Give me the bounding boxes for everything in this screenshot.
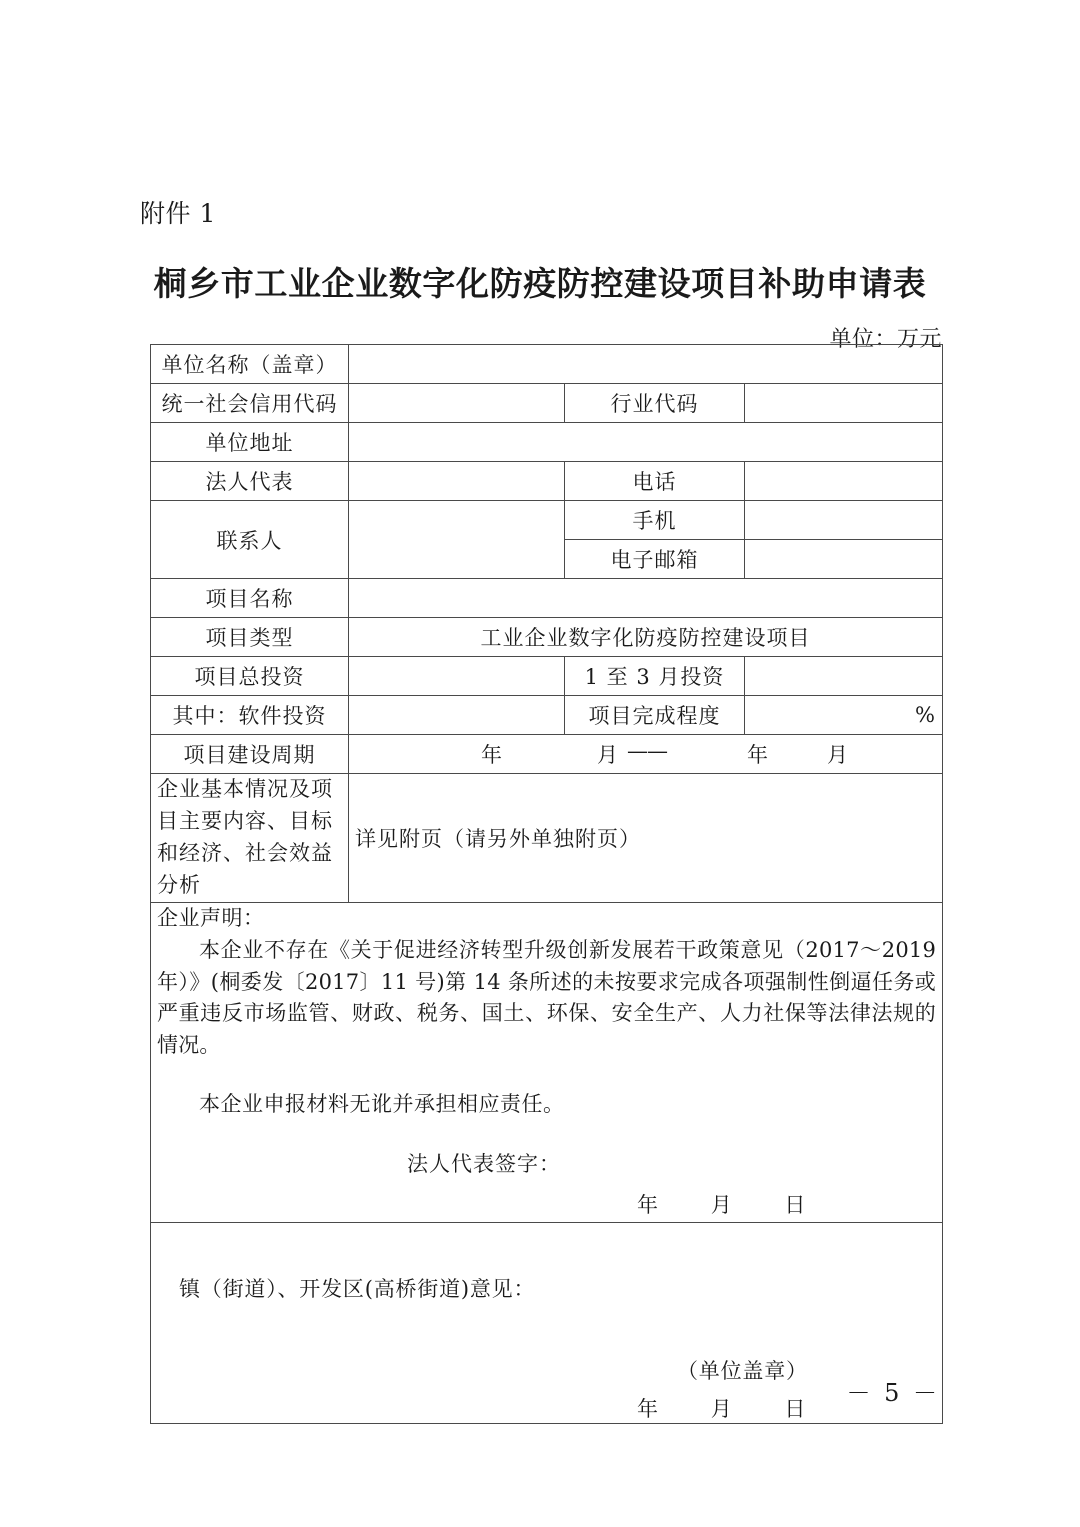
table-row: [151, 902, 943, 1222]
q1-investment-field[interactable]: [745, 657, 943, 696]
declaration-date-day: 日: [784, 1193, 807, 1218]
completion-degree-label: 项目完成程度: [565, 696, 745, 735]
declaration-cell: [151, 902, 943, 1222]
contact-label: 联系人: [151, 501, 349, 579]
declaration-paragraph-1: 本企业不存在《关于促进经济转型升级创新发展若干政策意见（2017～2019年）》(桐委发〔2017〕11 号)第 14 条所述的未按要求完成各项强制性倒逼任务或严重违反市场监管、财政、税务、国土、环保、安全生产、人力社保等法律法规的情况。: [157, 938, 937, 1057]
mobile-label: 手机: [565, 501, 745, 540]
opinion-title: 镇（街道）、开发区(高桥街道)意见：: [179, 1276, 536, 1301]
table-row: [151, 579, 943, 618]
opinion-date-line[interactable]: [157, 1393, 936, 1423]
address-field[interactable]: [349, 423, 943, 462]
company-name-field[interactable]: [349, 345, 943, 384]
declaration-paragraph-2: 本企业申报材料无讹并承担相应责任。: [199, 1092, 565, 1117]
page-number: － 5 －: [846, 1379, 940, 1407]
industry-code-label: 行业代码: [565, 384, 745, 423]
phone-field[interactable]: [745, 462, 943, 501]
period-start-year: 年: [481, 743, 503, 767]
software-investment-field[interactable]: [349, 696, 565, 735]
phone-label: 电话: [565, 462, 745, 501]
declaration-date-year: 年: [637, 1193, 659, 1218]
table-row: [151, 384, 943, 423]
project-name-field[interactable]: [349, 579, 943, 618]
software-investment-label: 其中：软件投资: [151, 696, 349, 735]
legal-rep-label: 法人代表: [151, 462, 349, 501]
application-form-table: [150, 344, 943, 1424]
total-investment-label: 项目总投资: [151, 657, 349, 696]
opinion-date-year: 年: [637, 1396, 659, 1421]
total-investment-field[interactable]: [349, 657, 565, 696]
address-label: 单位地址: [151, 423, 349, 462]
period-dash: ——: [627, 739, 667, 763]
description-label: 企业基本情况及项目主要内容、目标和经济、社会效益分析: [151, 774, 349, 903]
project-type-value: 工业企业数字化防疫防控建设项目: [349, 618, 943, 657]
opinion-date-day: 日: [784, 1396, 807, 1421]
email-label: 电子邮箱: [565, 540, 745, 579]
industry-code-field[interactable]: [745, 384, 943, 423]
construction-period-field[interactable]: [349, 735, 943, 774]
opinion-seal-note: （单位盖章）: [677, 1358, 808, 1383]
page-title: 桐乡市工业企业数字化防疫防控建设项目补助申请表: [153, 264, 927, 303]
period-end-year: 年: [747, 743, 769, 767]
table-row: [151, 618, 943, 657]
table-row: [151, 1222, 943, 1423]
credit-code-label: 统一社会信用代码: [151, 384, 349, 423]
declaration-date-month: 月: [710, 1193, 733, 1218]
legal-rep-field[interactable]: [349, 462, 565, 501]
mobile-field[interactable]: [745, 501, 943, 540]
table-row: [151, 696, 943, 735]
table-row: [151, 423, 943, 462]
project-type-label: 项目类型: [151, 618, 349, 657]
description-field[interactable]: 详见附页（请另外单独附页）: [349, 774, 943, 903]
table-row: [151, 735, 943, 774]
declaration-heading: 企业声明：: [157, 905, 265, 930]
opinion-cell: [151, 1222, 943, 1423]
table-row: [151, 345, 943, 384]
construction-period-label: 项目建设周期: [151, 735, 349, 774]
q1-investment-label: 1 至 3 月投资: [565, 657, 745, 696]
attachment-label: 附件 1: [140, 199, 216, 228]
opinion-date-month: 月: [710, 1396, 733, 1421]
project-name-label: 项目名称: [151, 579, 349, 618]
legal-rep-signature-label[interactable]: 法人代表签字：: [407, 1151, 561, 1176]
email-field[interactable]: [745, 540, 943, 579]
table-row: [151, 774, 943, 903]
declaration-date-line[interactable]: [157, 1190, 936, 1222]
credit-code-field[interactable]: [349, 384, 565, 423]
completion-degree-field[interactable]: %: [745, 696, 943, 735]
period-start-month: 月: [597, 743, 619, 767]
unit-note: 单位：万元: [829, 327, 942, 352]
period-end-month: 月: [827, 743, 849, 767]
company-name-label: 单位名称（盖章）: [151, 345, 349, 384]
table-row: [151, 501, 943, 540]
contact-field[interactable]: [349, 501, 565, 579]
table-row: [151, 657, 943, 696]
table-row: [151, 462, 943, 501]
